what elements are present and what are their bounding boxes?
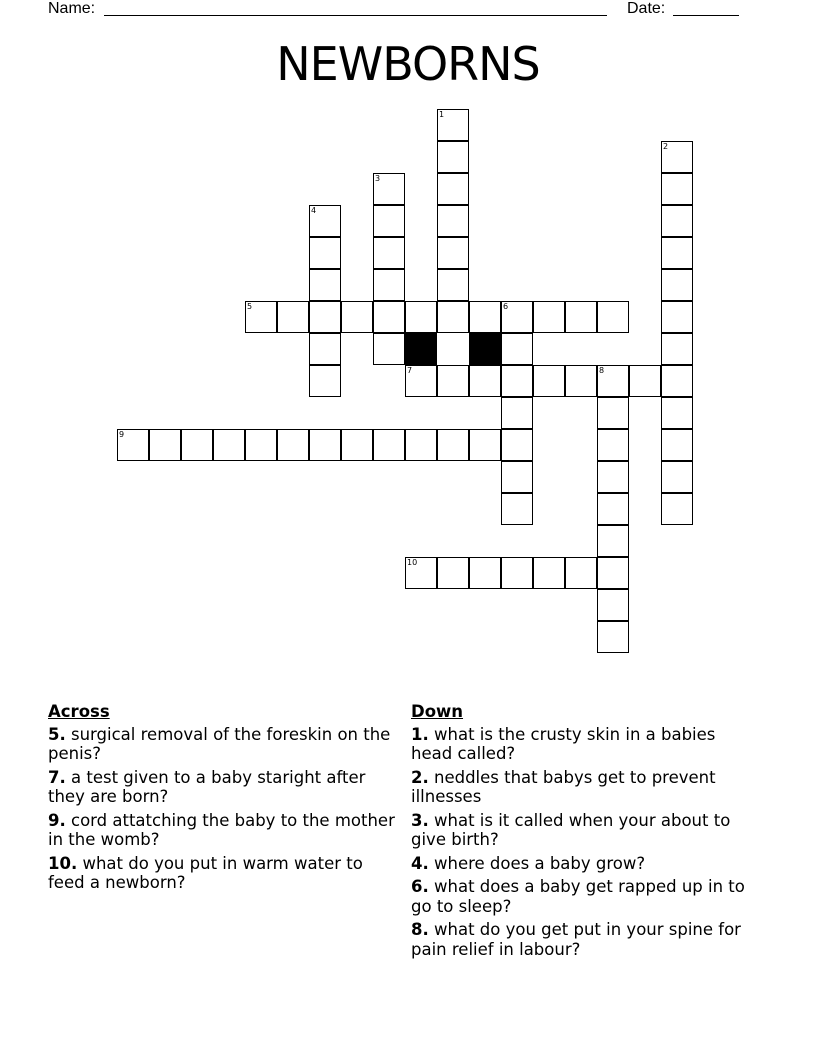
grid-cell[interactable]: [405, 365, 437, 397]
across-heading: Across: [48, 702, 110, 721]
grid-cell[interactable]: [373, 333, 405, 365]
grid-cell[interactable]: [661, 461, 693, 493]
clue-number: 8.: [411, 920, 429, 939]
clue-text: what do you put in warm water to feed a newborn?: [48, 853, 363, 892]
grid-cell[interactable]: [501, 429, 533, 461]
grid-cell[interactable]: [437, 365, 469, 397]
clue-number: 7.: [48, 767, 66, 787]
clue-across-7: [48, 768, 398, 807]
clue-number: 5.: [48, 724, 66, 744]
grid-cell[interactable]: [597, 461, 629, 493]
grid-cell[interactable]: [597, 301, 629, 333]
grid-cell[interactable]: [309, 333, 341, 365]
grid-cell[interactable]: [661, 269, 693, 301]
grid-cell[interactable]: [309, 365, 341, 397]
grid-cell[interactable]: [661, 205, 693, 237]
clue-number: 4.: [411, 853, 429, 873]
clue-down-3: [411, 811, 756, 850]
grid-cell[interactable]: [597, 365, 629, 397]
clue-text: what is the crusty skin in a babies head called?: [411, 724, 716, 763]
clue-number: 6.: [411, 877, 429, 896]
grid-cell[interactable]: [437, 141, 469, 173]
grid-cell[interactable]: [597, 429, 629, 461]
grid-cell[interactable]: [661, 141, 693, 173]
grid-cell[interactable]: [437, 205, 469, 237]
clue-text: where does a baby grow?: [434, 853, 646, 873]
grid-cell[interactable]: [501, 461, 533, 493]
grid-cell[interactable]: [437, 173, 469, 205]
grid-cell[interactable]: [277, 301, 309, 333]
clue-down-8: [411, 920, 756, 959]
clue-text: a test given to a baby staright after they are born?: [48, 767, 366, 806]
grid-cell[interactable]: [565, 557, 597, 589]
grid-cell[interactable]: [437, 269, 469, 301]
grid-cell[interactable]: [373, 173, 405, 205]
grid-cell[interactable]: [469, 301, 501, 333]
grid-cell[interactable]: [501, 301, 533, 333]
grid-cell[interactable]: [661, 333, 693, 365]
grid-cell[interactable]: [213, 429, 245, 461]
grid-cell[interactable]: [597, 397, 629, 429]
grid-cell[interactable]: [437, 557, 469, 589]
grid-cell[interactable]: [405, 557, 437, 589]
grid-cell[interactable]: [341, 301, 373, 333]
grid-cell[interactable]: [501, 365, 533, 397]
black-cell: [469, 333, 501, 365]
grid-cell[interactable]: [309, 237, 341, 269]
grid-cell[interactable]: [117, 429, 149, 461]
grid-cell[interactable]: [501, 493, 533, 525]
grid-cell[interactable]: [373, 269, 405, 301]
grid-cell[interactable]: [565, 301, 597, 333]
grid-cell[interactable]: [629, 365, 661, 397]
clue-number: 9.: [48, 810, 66, 830]
grid-cell[interactable]: [597, 525, 629, 557]
clue-number-label: 5: [247, 302, 253, 311]
grid-cell[interactable]: [341, 429, 373, 461]
grid-cell[interactable]: [405, 429, 437, 461]
grid-cell[interactable]: [181, 429, 213, 461]
grid-cell[interactable]: [245, 301, 277, 333]
grid-cell[interactable]: [373, 237, 405, 269]
grid-cell[interactable]: [245, 429, 277, 461]
clue-down-1: [411, 725, 756, 764]
grid-cell[interactable]: [309, 429, 341, 461]
date-label: Date:: [627, 0, 666, 17]
clue-text: cord attatching the baby to the mother in the womb?: [48, 810, 395, 849]
grid-cell[interactable]: [533, 557, 565, 589]
clue-number: 3.: [411, 810, 429, 830]
grid-cell[interactable]: [309, 205, 341, 237]
grid-cell[interactable]: [661, 237, 693, 269]
clue-number-label: 6: [503, 302, 509, 311]
grid-cell[interactable]: [533, 365, 565, 397]
clue-down-2: [411, 768, 756, 807]
grid-cell[interactable]: [533, 301, 565, 333]
grid-cell[interactable]: [501, 557, 533, 589]
grid-cell[interactable]: [501, 397, 533, 429]
down-heading: Down: [411, 702, 464, 721]
clue-number-label: 4: [311, 206, 317, 215]
grid-cell[interactable]: [437, 429, 469, 461]
clue-number-label: 7: [407, 366, 413, 375]
grid-cell[interactable]: [597, 557, 629, 589]
grid-cell[interactable]: [597, 589, 629, 621]
grid-cell[interactable]: [469, 557, 501, 589]
grid-cell[interactable]: [501, 333, 533, 365]
across-clues: [48, 702, 398, 897]
grid-cell[interactable]: [437, 237, 469, 269]
clue-down-6: [411, 877, 756, 916]
clue-number-label: 3: [375, 174, 381, 183]
grid-cell[interactable]: [469, 365, 501, 397]
grid-cell[interactable]: [661, 173, 693, 205]
grid-cell[interactable]: [373, 205, 405, 237]
clue-number: 10.: [48, 853, 78, 873]
clue-across-9: [48, 811, 398, 850]
clue-number-label: 10: [407, 558, 418, 567]
clue-text: what is it called when your about to give birth?: [411, 810, 731, 849]
clue-across-10: [48, 854, 398, 893]
grid-cell[interactable]: [597, 493, 629, 525]
clue-text: neddles that babys get to prevent illnesses: [411, 767, 716, 806]
grid-cell[interactable]: [661, 429, 693, 461]
clue-number: 2.: [411, 767, 429, 787]
grid-cell[interactable]: [405, 301, 437, 333]
grid-cell[interactable]: [661, 493, 693, 525]
grid-cell[interactable]: [309, 301, 341, 333]
grid-cell[interactable]: [565, 365, 597, 397]
grid-cell[interactable]: [373, 301, 405, 333]
page-title: NEWBORNS: [276, 37, 540, 91]
clue-down-4: [411, 854, 756, 874]
grid-cell[interactable]: [437, 109, 469, 141]
grid-cell[interactable]: [597, 621, 629, 653]
clue-across-5: [48, 725, 398, 764]
grid-cell[interactable]: [309, 269, 341, 301]
clue-number-label: 9: [119, 430, 125, 439]
down-clues: [411, 702, 756, 963]
clue-number-label: 8: [599, 366, 605, 375]
black-cell: [405, 333, 437, 365]
grid-cell[interactable]: [437, 301, 469, 333]
clue-text: surgical removal of the foreskin on the penis?: [48, 724, 391, 763]
grid-cell[interactable]: [469, 429, 501, 461]
clue-text: what does a baby get rapped up in to go to sleep?: [411, 877, 745, 916]
clue-text: what do you get put in your spine for pain relief in labour?: [411, 920, 741, 959]
grid-cell[interactable]: [661, 365, 693, 397]
grid-cell[interactable]: [661, 397, 693, 429]
name-label: Name:: [48, 0, 96, 17]
clue-number: 1.: [411, 724, 429, 744]
grid-cell[interactable]: [149, 429, 181, 461]
clue-number-label: 2: [663, 142, 669, 151]
grid-cell[interactable]: [373, 429, 405, 461]
clue-number-label: 1: [439, 110, 445, 119]
grid-cell[interactable]: [661, 301, 693, 333]
grid-cell[interactable]: [277, 429, 309, 461]
